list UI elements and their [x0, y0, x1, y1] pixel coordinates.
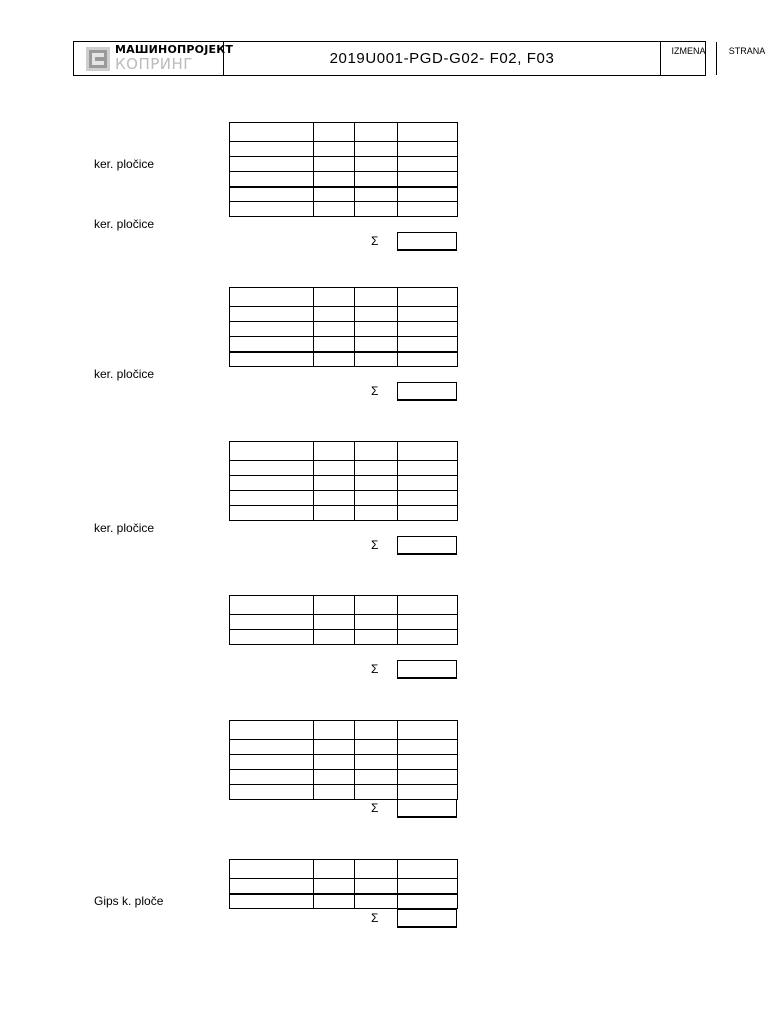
material-label: ker. pločice	[94, 157, 155, 171]
sum-symbol: Σ	[371, 538, 379, 552]
sum-symbol: Σ	[371, 801, 379, 815]
logo-mark-icon	[85, 46, 111, 72]
company-logo	[74, 42, 234, 75]
strana-label: STRANA	[728, 46, 766, 56]
material-label: ker. pločice	[94, 521, 155, 535]
material-label: ker. pločice	[94, 217, 155, 231]
document-header	[73, 41, 766, 76]
calc-table	[229, 122, 458, 217]
sum-cell	[397, 799, 457, 818]
sum-cell	[397, 660, 457, 679]
material-label: ker. pločice	[94, 367, 155, 381]
sum-cell	[397, 232, 457, 251]
sum-cell	[397, 909, 457, 928]
calc-table	[229, 720, 458, 800]
logo-text-top: МАШИНОПРОЈЕКТ	[115, 43, 234, 56]
calc-table	[229, 595, 458, 645]
document-code: 2019U001-PGD-G02- F02, F03	[224, 42, 661, 75]
calc-table	[229, 859, 458, 909]
calc-table	[229, 441, 458, 521]
calc-table	[229, 287, 458, 367]
sum-symbol: Σ	[371, 911, 379, 925]
sum-cell	[397, 536, 457, 555]
logo-text-bottom: КОПРИНГ	[115, 55, 193, 73]
sum-symbol: Σ	[371, 662, 379, 676]
sum-symbol: Σ	[371, 384, 379, 398]
sum-cell	[397, 382, 457, 401]
sum-symbol: Σ	[371, 234, 379, 248]
izmena-label: IZMENA	[661, 42, 717, 75]
material-label: Gips k. ploče	[94, 894, 164, 908]
